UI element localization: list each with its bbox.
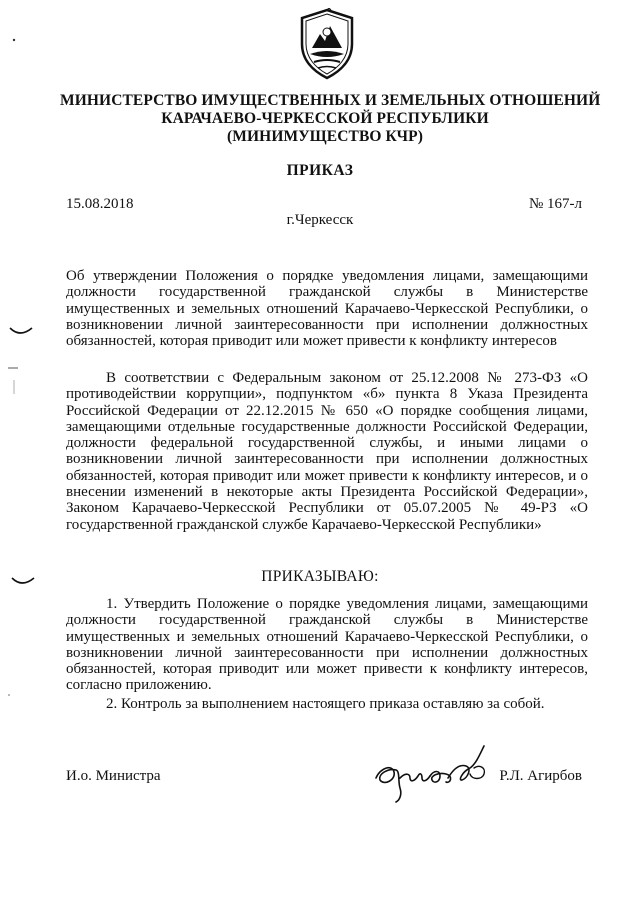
order-date: 15.08.2018 xyxy=(66,196,134,212)
handwritten-signature xyxy=(370,738,500,808)
scan-artifact xyxy=(6,322,36,342)
signatory-name: Р.Л. Агирбов xyxy=(499,768,582,784)
header-line-3: (МИНИМУЩЕСТВО КЧР) xyxy=(227,128,423,145)
scan-artifact xyxy=(4,690,14,700)
order-directive: ПРИКАЗЫВАЮ: xyxy=(261,568,379,585)
order-subject: Об утверждении Положения о порядке уведомления лицами, замещающими должности государственной гражданской службы в Министерстве имущественных и земельных отношений Карачаево-Черкесской Республики, о возникновении личной заинтересованности при исполнении должностных обязанностей, которая приводит или может привести к конфликту интересов xyxy=(66,268,588,350)
header-line-1: МИНИСТЕРСТВО ИМУЩЕСТВЕННЫХ И ЗЕМЕЛЬНЫХ ОТНОШЕНИЙ xyxy=(60,92,601,109)
order-preamble: В соответствии с Федеральным законом от 25.12.2008 № 273-ФЗ «О противодействии коррупции», подпунктом «б» пункта 8 Указа Президента Российской Федерации от 22.12.2015 № 650 «О порядке сообщения лицами, замещающими отдельные государственные должности Российской Федерации, должности федеральной государственной службы, и иными лицами о возникновении личной заинтересованности при исполнении должностных обязанностей, которая приводит или может привести к конфликту интересов, и о внесении изменений в некоторые акты Президента Российской Федерации», Законом Карачаево-Черкесской Республики от 05.07.2005 № 49-РЗ «О государственной гражданской службе Карачаево-Черкесской Республики» xyxy=(66,370,588,533)
header-line-2: КАРАЧАЕВО-ЧЕРКЕССКОЙ РЕСПУБЛИКИ xyxy=(161,110,489,127)
scan-artifact xyxy=(10,36,18,44)
signatory-title: И.о. Министра xyxy=(66,768,161,784)
order-city: г.Черкесск xyxy=(286,212,354,228)
order-item-1: 1. Утвердить Положение о порядке уведомления лицами, замещающими должности государственной гражданской службы в Министерстве имущественных и земельных отношений Карачаево-Черкесской Республики, о возникновении личной заинтересованности при исполнении должностных обязанностей, которая приводит или может привести к конфликту интересов, согласно приложению. xyxy=(66,596,588,694)
scan-artifact xyxy=(4,360,24,400)
order-number: № 167-л xyxy=(528,196,582,212)
coat-of-arms-icon xyxy=(296,8,358,80)
order-item-2: 2. Контроль за выполнением настоящего приказа оставляю за собой. xyxy=(106,696,545,712)
scan-artifact xyxy=(8,572,38,592)
document-type: ПРИКАЗ xyxy=(286,162,354,179)
ministry-header xyxy=(60,92,601,146)
